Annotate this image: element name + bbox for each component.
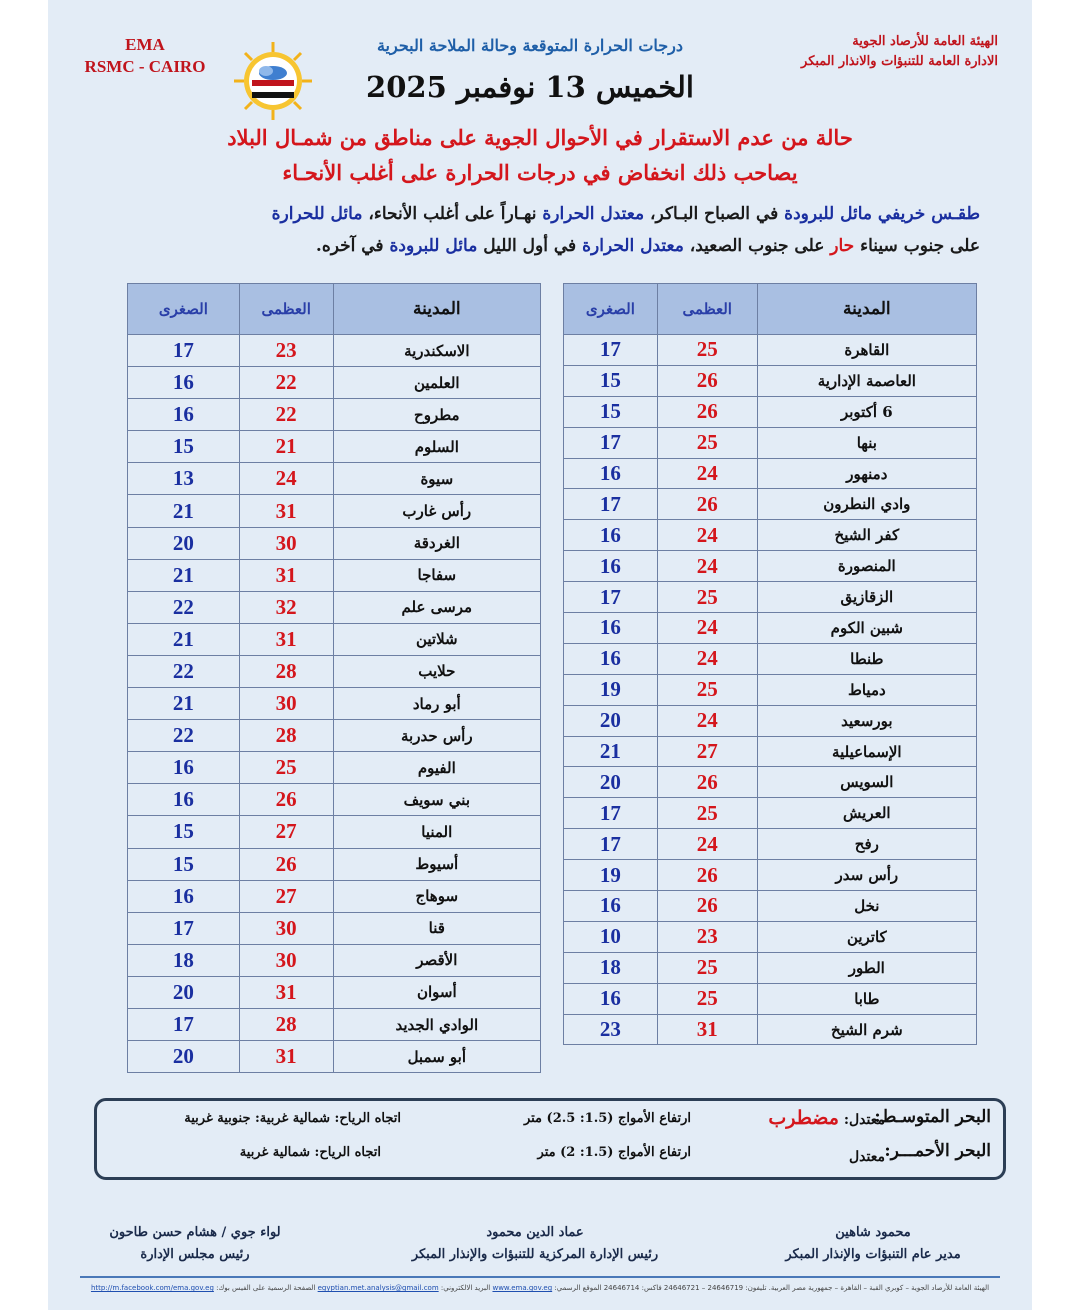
forecast-part: معتدل الحرارة bbox=[542, 204, 645, 224]
min-temp-cell: 21 bbox=[128, 688, 240, 720]
signature-1 bbox=[758, 1222, 988, 1266]
min-temp-cell: 20 bbox=[128, 527, 240, 559]
bulletin-subtitle: درجات الحرارة المتوقعة وحالة الملاحة البحرية bbox=[376, 36, 684, 55]
table-row bbox=[128, 655, 541, 687]
min-temp-cell: 17 bbox=[564, 582, 658, 613]
sea-row-mediterranean bbox=[97, 1107, 1003, 1137]
table-row bbox=[128, 1008, 541, 1040]
column-header-city: المدينة bbox=[757, 284, 976, 335]
max-temp-cell: 25 bbox=[657, 582, 757, 613]
min-temp-cell: 21 bbox=[128, 623, 240, 655]
min-temp-cell: 21 bbox=[564, 736, 658, 767]
table-row bbox=[128, 463, 541, 495]
max-temp-cell: 28 bbox=[239, 720, 333, 752]
table-row bbox=[128, 912, 541, 944]
max-temp-cell: 32 bbox=[239, 591, 333, 623]
authority-block bbox=[738, 32, 998, 72]
sea-state bbox=[768, 1107, 885, 1129]
table-row bbox=[128, 848, 541, 880]
city-cell: الزقازيق bbox=[757, 582, 976, 613]
footer bbox=[90, 1284, 990, 1292]
signature-name: محمود شاهين bbox=[835, 1225, 911, 1240]
facebook-link[interactable]: http://m.facebook.com/ema.gov.eg bbox=[90, 1284, 214, 1292]
max-temp-cell: 26 bbox=[657, 860, 757, 891]
forecast-part: على جنوب سيناء bbox=[854, 236, 980, 256]
max-temp-cell: 31 bbox=[657, 1014, 757, 1045]
table-row bbox=[564, 427, 977, 458]
min-temp-cell: 16 bbox=[564, 643, 658, 674]
ema-text: EMA bbox=[125, 35, 165, 54]
max-temp-cell: 24 bbox=[657, 458, 757, 489]
signature-3 bbox=[80, 1222, 310, 1266]
email-link[interactable]: egyptian.met.analysis@gmail.com bbox=[317, 1284, 439, 1292]
max-temp-cell: 24 bbox=[657, 613, 757, 644]
table-row bbox=[564, 736, 977, 767]
signature-title: رئيس الإدارة المركزية للتنبؤات والإنذار المبكر bbox=[411, 1247, 659, 1262]
min-temp-cell: 16 bbox=[564, 520, 658, 551]
facebook-label: الصفحة الرسمية على الفيس بوك: bbox=[216, 1284, 316, 1292]
city-cell: كفر الشيخ bbox=[757, 520, 976, 551]
forecast-text bbox=[70, 198, 980, 262]
table-row bbox=[128, 623, 541, 655]
city-cell: السويس bbox=[757, 767, 976, 798]
table-row bbox=[564, 1014, 977, 1045]
table-row bbox=[564, 921, 977, 952]
city-cell: شبين الكوم bbox=[757, 613, 976, 644]
max-temp-cell: 24 bbox=[657, 829, 757, 860]
table-row bbox=[128, 495, 541, 527]
table-row bbox=[564, 674, 977, 705]
max-temp-cell: 24 bbox=[657, 643, 757, 674]
max-temp-cell: 30 bbox=[239, 688, 333, 720]
temperature-table-left bbox=[127, 283, 541, 1073]
max-temp-cell: 30 bbox=[239, 944, 333, 976]
table-row bbox=[128, 816, 541, 848]
sea-state-label: معتدل: bbox=[838, 1112, 885, 1128]
min-temp-cell: 20 bbox=[128, 976, 240, 1008]
bulletin-date: الخميس 13 نوفمبر 2025 bbox=[366, 70, 694, 104]
table-row bbox=[564, 520, 977, 551]
department-name: الادارة العامة للتنبؤات والانذار المبكر bbox=[801, 54, 998, 69]
table-row bbox=[564, 798, 977, 829]
column-header-min: الصغرى bbox=[564, 284, 658, 335]
city-cell: رأس غارب bbox=[333, 495, 540, 527]
min-temp-cell: 17 bbox=[128, 912, 240, 944]
signature-title: مدير عام التنبؤات والإنذار المبكر bbox=[785, 1247, 961, 1262]
city-cell: القاهرة bbox=[757, 335, 976, 366]
column-header-city: المدينة bbox=[333, 284, 540, 335]
table-row bbox=[564, 891, 977, 922]
city-cell: كاترين bbox=[757, 921, 976, 952]
min-temp-cell: 22 bbox=[128, 591, 240, 623]
min-temp-cell: 16 bbox=[564, 458, 658, 489]
city-cell: بنها bbox=[757, 427, 976, 458]
wave-height: ارتفاع الأمواج (1.5: 2) متر bbox=[537, 1145, 691, 1160]
min-temp-cell: 18 bbox=[128, 944, 240, 976]
table-row bbox=[128, 688, 541, 720]
min-temp-cell: 19 bbox=[564, 860, 658, 891]
city-cell: رأس سدر bbox=[757, 860, 976, 891]
max-temp-cell: 25 bbox=[657, 983, 757, 1014]
max-temp-cell: 22 bbox=[239, 399, 333, 431]
city-cell: الفيوم bbox=[333, 752, 540, 784]
max-temp-cell: 27 bbox=[657, 736, 757, 767]
city-cell: مطروح bbox=[333, 399, 540, 431]
signature-name: عماد الدين محمود bbox=[486, 1225, 584, 1240]
min-temp-cell: 15 bbox=[128, 848, 240, 880]
max-temp-cell: 24 bbox=[657, 551, 757, 582]
max-temp-cell: 23 bbox=[657, 921, 757, 952]
table-row bbox=[564, 983, 977, 1014]
max-temp-cell: 27 bbox=[239, 880, 333, 912]
signature-2 bbox=[370, 1222, 700, 1266]
min-temp-cell: 17 bbox=[564, 798, 658, 829]
column-header-max: العظمى bbox=[239, 284, 333, 335]
max-temp-cell: 25 bbox=[657, 798, 757, 829]
sea-row-red-sea bbox=[97, 1141, 1003, 1171]
min-temp-cell: 17 bbox=[564, 427, 658, 458]
temperature-table-right bbox=[563, 283, 977, 1045]
table-row bbox=[128, 591, 541, 623]
max-temp-cell: 26 bbox=[657, 891, 757, 922]
city-cell: حلايب bbox=[333, 655, 540, 687]
forecast-part: في آخره. bbox=[315, 236, 390, 256]
footer-text: الهيئة العامة للأرصاد الجوية – كوبري القبة – القاهرة – جمهورية مصر العربية. تليفون: 24646719 – 24646721 فاكس: 24646714 الموقع الرسمي: bbox=[554, 1284, 990, 1292]
city-cell: دمنهور bbox=[757, 458, 976, 489]
forecast-part: على جنوب الصعيد، bbox=[683, 236, 831, 256]
signature-title: رئيس مجلس الإدارة bbox=[140, 1247, 250, 1262]
table-row bbox=[128, 335, 541, 367]
table-row bbox=[128, 367, 541, 399]
min-temp-cell: 15 bbox=[564, 396, 658, 427]
table-row bbox=[128, 559, 541, 591]
authority-name: الهيئة العامة للأرصاد الجوية bbox=[852, 34, 998, 49]
max-temp-cell: 23 bbox=[239, 335, 333, 367]
table-row bbox=[564, 767, 977, 798]
max-temp-cell: 26 bbox=[657, 396, 757, 427]
city-cell: دمياط bbox=[757, 674, 976, 705]
column-header-max: العظمى bbox=[657, 284, 757, 335]
max-temp-cell: 30 bbox=[239, 912, 333, 944]
table-row bbox=[128, 527, 541, 559]
max-temp-cell: 25 bbox=[657, 335, 757, 366]
wind-direction: اتجاه الرياح: شمالية غربية: جنوبية غربية bbox=[184, 1111, 401, 1126]
min-temp-cell: 16 bbox=[128, 399, 240, 431]
max-temp-cell: 24 bbox=[657, 520, 757, 551]
max-temp-cell: 31 bbox=[239, 623, 333, 655]
city-cell: طنطا bbox=[757, 643, 976, 674]
max-temp-cell: 26 bbox=[239, 784, 333, 816]
wind-direction: اتجاه الرياح: شمالية غربية bbox=[239, 1145, 381, 1160]
max-temp-cell: 26 bbox=[657, 767, 757, 798]
city-cell: الأقصر bbox=[333, 944, 540, 976]
forecast-part: مائل للحرارة bbox=[271, 204, 363, 224]
max-temp-cell: 31 bbox=[239, 559, 333, 591]
min-temp-cell: 10 bbox=[564, 921, 658, 952]
table-row bbox=[128, 720, 541, 752]
min-temp-cell: 13 bbox=[128, 463, 240, 495]
forecast-part: حار bbox=[830, 236, 855, 256]
max-temp-cell: 28 bbox=[239, 655, 333, 687]
city-cell: أبو سمبل bbox=[333, 1041, 540, 1073]
sea-state-highlight: مضطرب bbox=[768, 1107, 839, 1129]
max-temp-cell: 24 bbox=[657, 705, 757, 736]
max-temp-cell: 31 bbox=[239, 976, 333, 1008]
max-temp-cell: 26 bbox=[239, 848, 333, 880]
city-cell: طابا bbox=[757, 983, 976, 1014]
table-row bbox=[128, 1041, 541, 1073]
forecast-part: مائل للبرودة bbox=[389, 236, 478, 256]
max-temp-cell: 21 bbox=[239, 431, 333, 463]
email-label: البريد الالكتروني: bbox=[440, 1284, 491, 1292]
table-row bbox=[564, 613, 977, 644]
city-cell: وادي النطرون bbox=[757, 489, 976, 520]
ema-label bbox=[60, 34, 230, 78]
max-temp-cell: 24 bbox=[239, 463, 333, 495]
min-temp-cell: 15 bbox=[128, 431, 240, 463]
city-cell: بورسعيد bbox=[757, 705, 976, 736]
forecast-part: في الصباح البـاكر، bbox=[644, 204, 785, 224]
city-cell: 6 أكتوبر bbox=[757, 396, 976, 427]
city-cell: شلاتين bbox=[333, 623, 540, 655]
min-temp-cell: 21 bbox=[128, 559, 240, 591]
table-row bbox=[564, 396, 977, 427]
table-row bbox=[564, 489, 977, 520]
city-cell: المنصورة bbox=[757, 551, 976, 582]
max-temp-cell: 31 bbox=[239, 1041, 333, 1073]
table-row bbox=[128, 752, 541, 784]
min-temp-cell: 22 bbox=[128, 655, 240, 687]
table-row bbox=[128, 880, 541, 912]
forecast-part: نهـاراً على أغلب الأنحاء، bbox=[362, 204, 543, 224]
table-row bbox=[564, 458, 977, 489]
table-row bbox=[564, 582, 977, 613]
sea-conditions-box bbox=[94, 1098, 1006, 1180]
alert-line-2: يصاحب ذلك انخفاض في درجات الحرارة على أغلب الأنحـاء bbox=[282, 160, 798, 185]
city-cell: الغردقة bbox=[333, 527, 540, 559]
min-temp-cell: 15 bbox=[564, 365, 658, 396]
city-cell: العريش bbox=[757, 798, 976, 829]
min-temp-cell: 16 bbox=[564, 613, 658, 644]
table-row bbox=[564, 705, 977, 736]
max-temp-cell: 25 bbox=[239, 752, 333, 784]
city-cell: الطور bbox=[757, 952, 976, 983]
city-cell: قنا bbox=[333, 912, 540, 944]
rsmc-text: RSMC - CAIRO bbox=[84, 57, 206, 76]
forecast-part: معتدل الحرارة bbox=[582, 236, 684, 256]
table-row bbox=[564, 551, 977, 582]
min-temp-cell: 22 bbox=[128, 720, 240, 752]
min-temp-cell: 21 bbox=[128, 495, 240, 527]
table-row bbox=[564, 952, 977, 983]
table-row bbox=[128, 431, 541, 463]
footer-divider bbox=[80, 1276, 1000, 1278]
table-row bbox=[564, 860, 977, 891]
max-temp-cell: 31 bbox=[239, 495, 333, 527]
website-link[interactable]: www.ema.gov.eg bbox=[492, 1284, 553, 1292]
city-cell: السلوم bbox=[333, 431, 540, 463]
sea-name: البحر المتوسـط: bbox=[874, 1107, 991, 1127]
forecast-part: طقـس خريفي مائل للبرودة bbox=[784, 204, 980, 224]
city-cell: أسيوط bbox=[333, 848, 540, 880]
city-cell: الإسماعيلية bbox=[757, 736, 976, 767]
min-temp-cell: 17 bbox=[564, 829, 658, 860]
table-row bbox=[564, 643, 977, 674]
min-temp-cell: 16 bbox=[564, 551, 658, 582]
min-temp-cell: 16 bbox=[128, 784, 240, 816]
min-temp-cell: 16 bbox=[128, 752, 240, 784]
city-cell: أسوان bbox=[333, 976, 540, 1008]
sea-state-label: معتدل bbox=[849, 1149, 885, 1165]
min-temp-cell: 20 bbox=[564, 767, 658, 798]
min-temp-cell: 23 bbox=[564, 1014, 658, 1045]
table-row bbox=[564, 829, 977, 860]
sea-state bbox=[849, 1144, 885, 1166]
min-temp-cell: 17 bbox=[564, 489, 658, 520]
city-cell: المنيا bbox=[333, 816, 540, 848]
table-row bbox=[564, 365, 977, 396]
min-temp-cell: 16 bbox=[128, 367, 240, 399]
city-cell: رفح bbox=[757, 829, 976, 860]
city-cell: رأس حدربة bbox=[333, 720, 540, 752]
wave-height: ارتفاع الأمواج (1.5: 2.5) متر bbox=[523, 1111, 691, 1126]
city-cell: نخل bbox=[757, 891, 976, 922]
max-temp-cell: 25 bbox=[657, 674, 757, 705]
signature-name: لواء جوي / هشام حسن طاحون bbox=[109, 1225, 281, 1240]
min-temp-cell: 16 bbox=[564, 983, 658, 1014]
max-temp-cell: 26 bbox=[657, 365, 757, 396]
min-temp-cell: 19 bbox=[564, 674, 658, 705]
city-cell: أبو رماد bbox=[333, 688, 540, 720]
min-temp-cell: 17 bbox=[128, 335, 240, 367]
min-temp-cell: 15 bbox=[128, 816, 240, 848]
max-temp-cell: 28 bbox=[239, 1008, 333, 1040]
city-cell: مرسى علم bbox=[333, 591, 540, 623]
column-header-min: الصغرى bbox=[128, 284, 240, 335]
min-temp-cell: 16 bbox=[128, 880, 240, 912]
table-row bbox=[128, 976, 541, 1008]
min-temp-cell: 20 bbox=[564, 705, 658, 736]
min-temp-cell: 17 bbox=[564, 335, 658, 366]
alert-line-1: حالة من عدم الاستقرار في الأحوال الجوية على مناطق من شمـال البلاد bbox=[227, 125, 853, 150]
table-row bbox=[128, 944, 541, 976]
max-temp-cell: 26 bbox=[657, 489, 757, 520]
table-row bbox=[128, 399, 541, 431]
city-cell: شرم الشيخ bbox=[757, 1014, 976, 1045]
max-temp-cell: 30 bbox=[239, 527, 333, 559]
max-temp-cell: 25 bbox=[657, 427, 757, 458]
city-cell: بني سويف bbox=[333, 784, 540, 816]
table-row bbox=[128, 784, 541, 816]
table-row bbox=[564, 335, 977, 366]
city-cell: العاصمة الإدارية bbox=[757, 365, 976, 396]
city-cell: الاسكندرية bbox=[333, 335, 540, 367]
city-cell: سفاجا bbox=[333, 559, 540, 591]
min-temp-cell: 18 bbox=[564, 952, 658, 983]
min-temp-cell: 17 bbox=[128, 1008, 240, 1040]
city-cell: الوادي الجديد bbox=[333, 1008, 540, 1040]
sea-name: البحر الأحمـــر: bbox=[884, 1141, 991, 1161]
min-temp-cell: 20 bbox=[128, 1041, 240, 1073]
max-temp-cell: 27 bbox=[239, 816, 333, 848]
max-temp-cell: 22 bbox=[239, 367, 333, 399]
city-cell: سيوة bbox=[333, 463, 540, 495]
city-cell: سوهاج bbox=[333, 880, 540, 912]
forecast-part: في أول الليل bbox=[477, 236, 583, 256]
max-temp-cell: 25 bbox=[657, 952, 757, 983]
ema-logo-icon bbox=[232, 40, 314, 122]
city-cell: العلمين bbox=[333, 367, 540, 399]
min-temp-cell: 16 bbox=[564, 891, 658, 922]
